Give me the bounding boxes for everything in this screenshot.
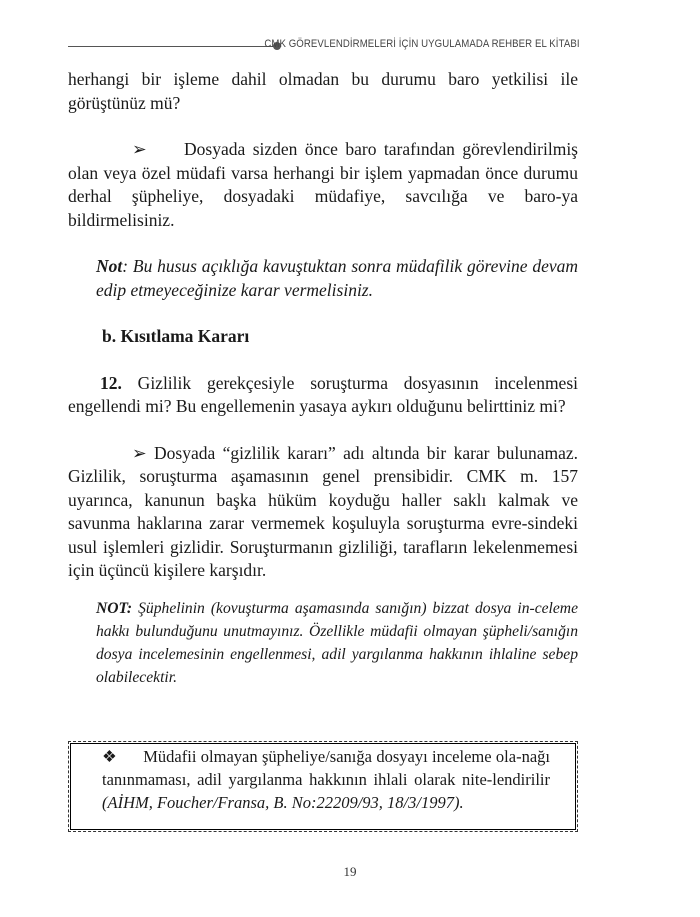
page-body	[68, 68, 578, 689]
diamond-bullet-icon: ❖	[102, 747, 118, 766]
section-heading: b. Kısıtlama Kararı	[102, 326, 250, 346]
note-label: NOT:	[96, 599, 133, 617]
question-number: 12.	[100, 372, 122, 393]
question-text: Gizlilik gerekçesiyle soruşturma dosyasının incelenmesi engellendi mi? Bu engellemenin yasaya aykırı olduğunu belirttiniz mi?	[68, 372, 578, 416]
boxed-callout	[68, 741, 578, 832]
question-12	[68, 372, 578, 419]
note-1	[96, 255, 578, 302]
note-2	[96, 597, 578, 689]
header-title: CMK GÖREVLENDİRMELERİ İÇİN UYGULAMADA REHBER EL KİTABI	[264, 38, 580, 50]
callout-text	[102, 745, 550, 814]
page-number: 19	[343, 864, 357, 879]
running-header	[68, 37, 580, 57]
arrow-bullet-icon: ➢	[132, 139, 147, 159]
paragraph-text: Dosyada sizden önce baro tarafından görevlendirilmiş olan veya özel müdafi varsa herhangi bir işlem yapmadan önce durumu derhal şüpheliye, dosyadaki müdafiye, savcılığa ve baro-ya bildirmelisiniz.	[68, 139, 578, 230]
note-text: Şüphelinin (kovuşturma aşamasında sanığın) bizzat dosya in-celeme hakkı bulunduğunu unutmayınız. Özellikle müdafii olmayan şüpheli/sanığın dosya incelemesinin engellenmesi, adil yargılanma hakkının ihlaline sebep olabilecektir.	[96, 599, 578, 686]
paragraph-gizlilik	[68, 442, 578, 583]
arrow-bullet-icon: ➢	[132, 442, 147, 463]
callout-citation: (AİHM, Foucher/Fransa, B. No:22209/93, 18/3/1997).	[102, 793, 464, 812]
callout-body: Müdafii olmayan şüpheliye/sanığa dosyayı inceleme ola-nağı tanınmaması, adil yargılanma hakkının ihlali olarak nite-lendirilir	[102, 747, 550, 789]
note-text: : Bu husus açıklığa kavuştuktan sonra müdafilik görevine devam edip etmeyeceğinize karar vermelisiniz.	[96, 256, 578, 300]
header-rule	[68, 46, 276, 47]
paragraph-baro-notice	[68, 138, 578, 232]
paragraph-continuation: herhangi bir işleme dahil olmadan bu durumu baro yetkilisi ile görüştünüz mü?	[68, 69, 578, 113]
note-label: Not	[96, 256, 123, 276]
paragraph-text: Dosyada “gizlilik kararı” adı altında bir karar bulunamaz. Gizlilik, soruşturma aşamasının genel prensibidir. CMK m. 157 uyarınca, kanunun başka hüküm koyduğu haller saklı kalmak ve savunma haklarına zarar vermemek koşuluyla soruşturma evre-sindeki usul işlemleri gizlidir. Soruşturmanın gizliliği, tarafların lekelenmemesi için üçüncü kişilere karşıdır.	[68, 442, 578, 580]
